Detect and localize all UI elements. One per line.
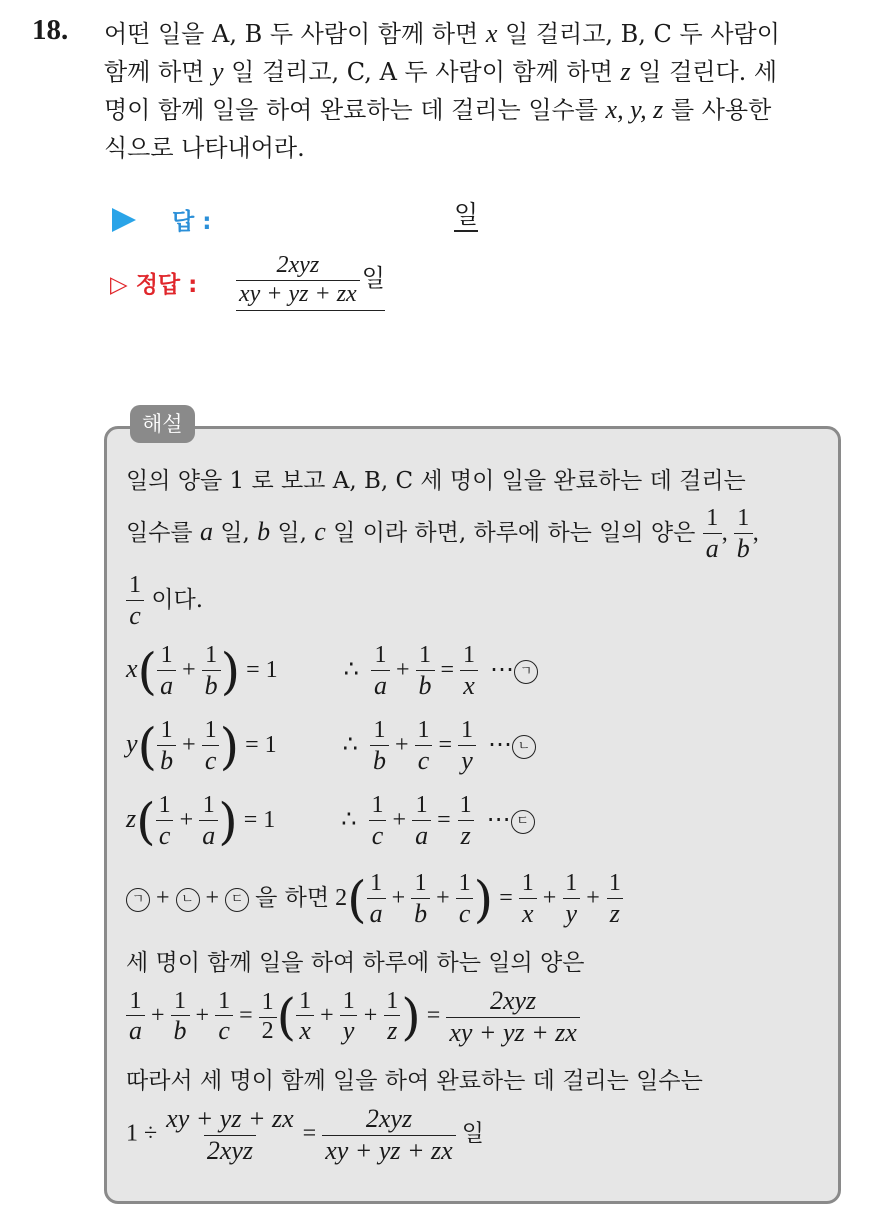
explanation-therefore-line: 따라서 세 명이 함께 일을 하여 완료하는 데 걸리는 일수는 [126, 1068, 703, 1094]
explanation-line-2: 일수를 a 일, b 일, c 일 이라 하면, 하루에 하는 일의 양은 $\frac{1}{a}$ , $\frac{1}{b}$ , [126, 505, 759, 563]
correct-answer-label: ▷ 정답 : [110, 272, 198, 298]
explanation-line-1: 일의 양을 1 로 보고 A, B, C 세 명이 일을 완료하는 데 걸리는 [126, 468, 746, 494]
equation-sum: ㄱ + ㄴ + ㄷ 을 하면 2( $\frac{1}{a}$ + $\frac{1}{b}$ + $\frac{1}{c}$ ) = $\frac{1}{x}$ + $\frac{1}{y}$ + $\frac{1}{z}$ [126, 870, 624, 929]
question-line-4: 식으로 나타내어라. [104, 134, 305, 162]
explanation-tag: 해설 [130, 405, 195, 443]
question-line-2: 함께 하면 y 일 걸리고, C, A 두 사람이 함께 하면 z 일 걸린다. 세 [104, 57, 778, 86]
question-number: 18. [32, 14, 69, 46]
explanation-line-3: $\frac{1}{c}$ 이다. [126, 572, 203, 631]
equation-final: 1 ÷ $\frac{xy + yz + zx}{\text{2xyz}}$ = $\frac{\text{2xyz}}{xy + yz + zx}$ 일 [126, 1104, 484, 1165]
answer-blank[interactable]: 일 [454, 200, 478, 232]
question-line-1: 어떤 일을 A, B 두 사람이 함께 하면 x 일 걸리고, B, C 두 사람이 [104, 19, 780, 48]
question-line-3: 명이 함께 일을 하여 완료하는 데 걸리는 일수를 x, y, z 를 사용한 [104, 95, 772, 124]
equation-2: y( $\frac{1}{b}$ + $\frac{1}{c}$ ) = 1 ∴ $\frac{1}{b}$ + $\frac{1}{c}$ = $\frac{1}{y}$ ⋯ ㄴ [126, 717, 536, 776]
equation-3: z( $\frac{1}{c}$ + $\frac{1}{a}$ ) = 1 ∴ $\frac{1}{c}$ + $\frac{1}{a}$ = $\frac{1}{z}$ ⋯ ㄷ [126, 792, 535, 851]
answer-label: 답 : [172, 209, 212, 235]
play-arrow-icon [112, 208, 136, 232]
equation-1: x( $\frac{1}{a}$ + $\frac{1}{b}$ ) = 1 ∴ $\frac{1}{a}$ + $\frac{1}{b}$ = $\frac{1}{x}$ ⋯ ㄱ [126, 642, 538, 701]
equation-daily: $\frac{1}{a}$ + $\frac{1}{b}$ + $\frac{1}{c}$ = $\frac{1}{2}$ ( $\frac{1}{x}$ + $\frac{1}{y}$ + $\frac{1}{z}$ ) = $\frac{\text{2xyz}}{xy + yz + zx}$ [126, 986, 580, 1048]
mark-1-icon: ㄱ [514, 660, 538, 684]
correct-answer-value: $\frac{\text{2xyz}}{xy + yz + zx}$ 일 [236, 252, 385, 311]
mark-3-icon: ㄷ [511, 810, 535, 834]
explanation-daily-line: 세 명이 함께 일을 하여 하루에 하는 일의 양은 [126, 950, 585, 976]
mark-2-icon: ㄴ [512, 735, 536, 759]
